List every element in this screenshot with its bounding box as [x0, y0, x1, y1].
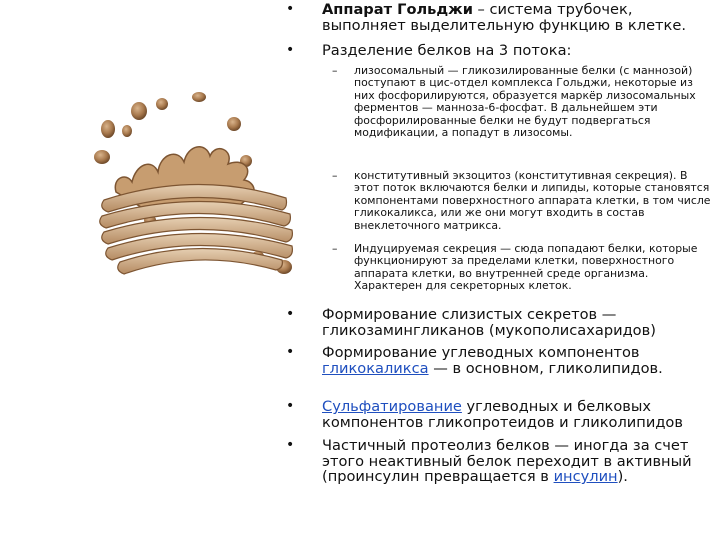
carb-text-before: Формирование углеводных компонентов: [322, 344, 640, 361]
vesicle: [122, 125, 132, 137]
bullet-protein-split: [286, 42, 714, 59]
stream-induced-text: Индуцируемая секреция — сюда попадают белки, которые функционируют за пределами клетки, поверхностного аппарата клетки, во внутренней среде организма. Характерен для секреторных клеток.: [354, 242, 698, 293]
bullet-proteolysis: [286, 437, 714, 485]
golgi-apparatus-illustration: [86, 92, 300, 278]
bullet-marker: •: [286, 1, 295, 17]
bullet-marker: •: [286, 344, 295, 360]
stream-constitutive-text: конститутивный экзоцитоз (конститутивная секреция). В этот поток включаются белки и липиды, которые становятся компонентами поверхностного аппарата клетки, в том числе гликокаликса, или же они могут входить в состав внеклеточного матрикса.: [354, 169, 711, 232]
vesicle: [101, 120, 115, 138]
bullet-marker: •: [286, 42, 295, 58]
protein-split-text: Разделение белков на 3 потока:: [322, 42, 572, 59]
sub-bullet-marker: –: [332, 64, 338, 77]
sulf-text-after: углеводных и белковых компонентов гликопротеидов и гликолипидов: [322, 398, 683, 431]
vesicle: [94, 150, 110, 164]
vesicle: [227, 117, 241, 131]
bullet-sulfation: [286, 398, 714, 431]
stream-lysosomal-text: лизосомальный — гликозилированные белки (с маннозой) поступают в цис-отдел комплекса Гольджи, некоторые из них фосфорилируются, образуется маркёр лизосомальных ферментов — манноза-6-фосфат. В дальнейшем эти фосфорилированные белки не будут подвергаться модификации, а попадут в лизосомы.: [354, 64, 696, 140]
vesicle: [192, 92, 206, 102]
glycocalyx-link[interactable]: гликокаликса: [322, 359, 429, 377]
bullet-marker: •: [286, 398, 295, 414]
bullet-marker: •: [286, 437, 295, 453]
bullet-golgi: [286, 1, 714, 34]
insulin-link[interactable]: инсулин: [553, 468, 618, 485]
prot-text-before: Частичный протеолиз белков — иногда за счет этого неактивный белок переходит в активный (проинсулин превращается в: [322, 437, 692, 485]
sub-bullet-marker: –: [332, 169, 338, 182]
mucus-text: Формирование слизистых секретов — гликозамингликанов (мукополисахаридов): [322, 306, 656, 339]
bullet-marker: •: [286, 306, 295, 322]
vesicle: [131, 102, 147, 120]
bullet-carbohydrate: [286, 344, 714, 377]
golgi-definition: – система трубочек, выполняет выделительную функцию в клетке.: [322, 1, 686, 34]
vesicle: [156, 98, 168, 110]
stream-induced: [332, 242, 712, 293]
bullet-mucus: [286, 306, 714, 339]
prot-text-after: ).: [617, 468, 628, 485]
golgi-title: Аппарат Гольджи: [322, 1, 473, 18]
stream-constitutive: [332, 169, 712, 232]
sulfation-link[interactable]: Сульфатирование: [322, 398, 462, 415]
sub-bullet-marker: –: [332, 242, 338, 255]
stream-lysosomal: [332, 64, 712, 140]
carb-text-after: — в основном, гликолипидов.: [428, 359, 663, 377]
